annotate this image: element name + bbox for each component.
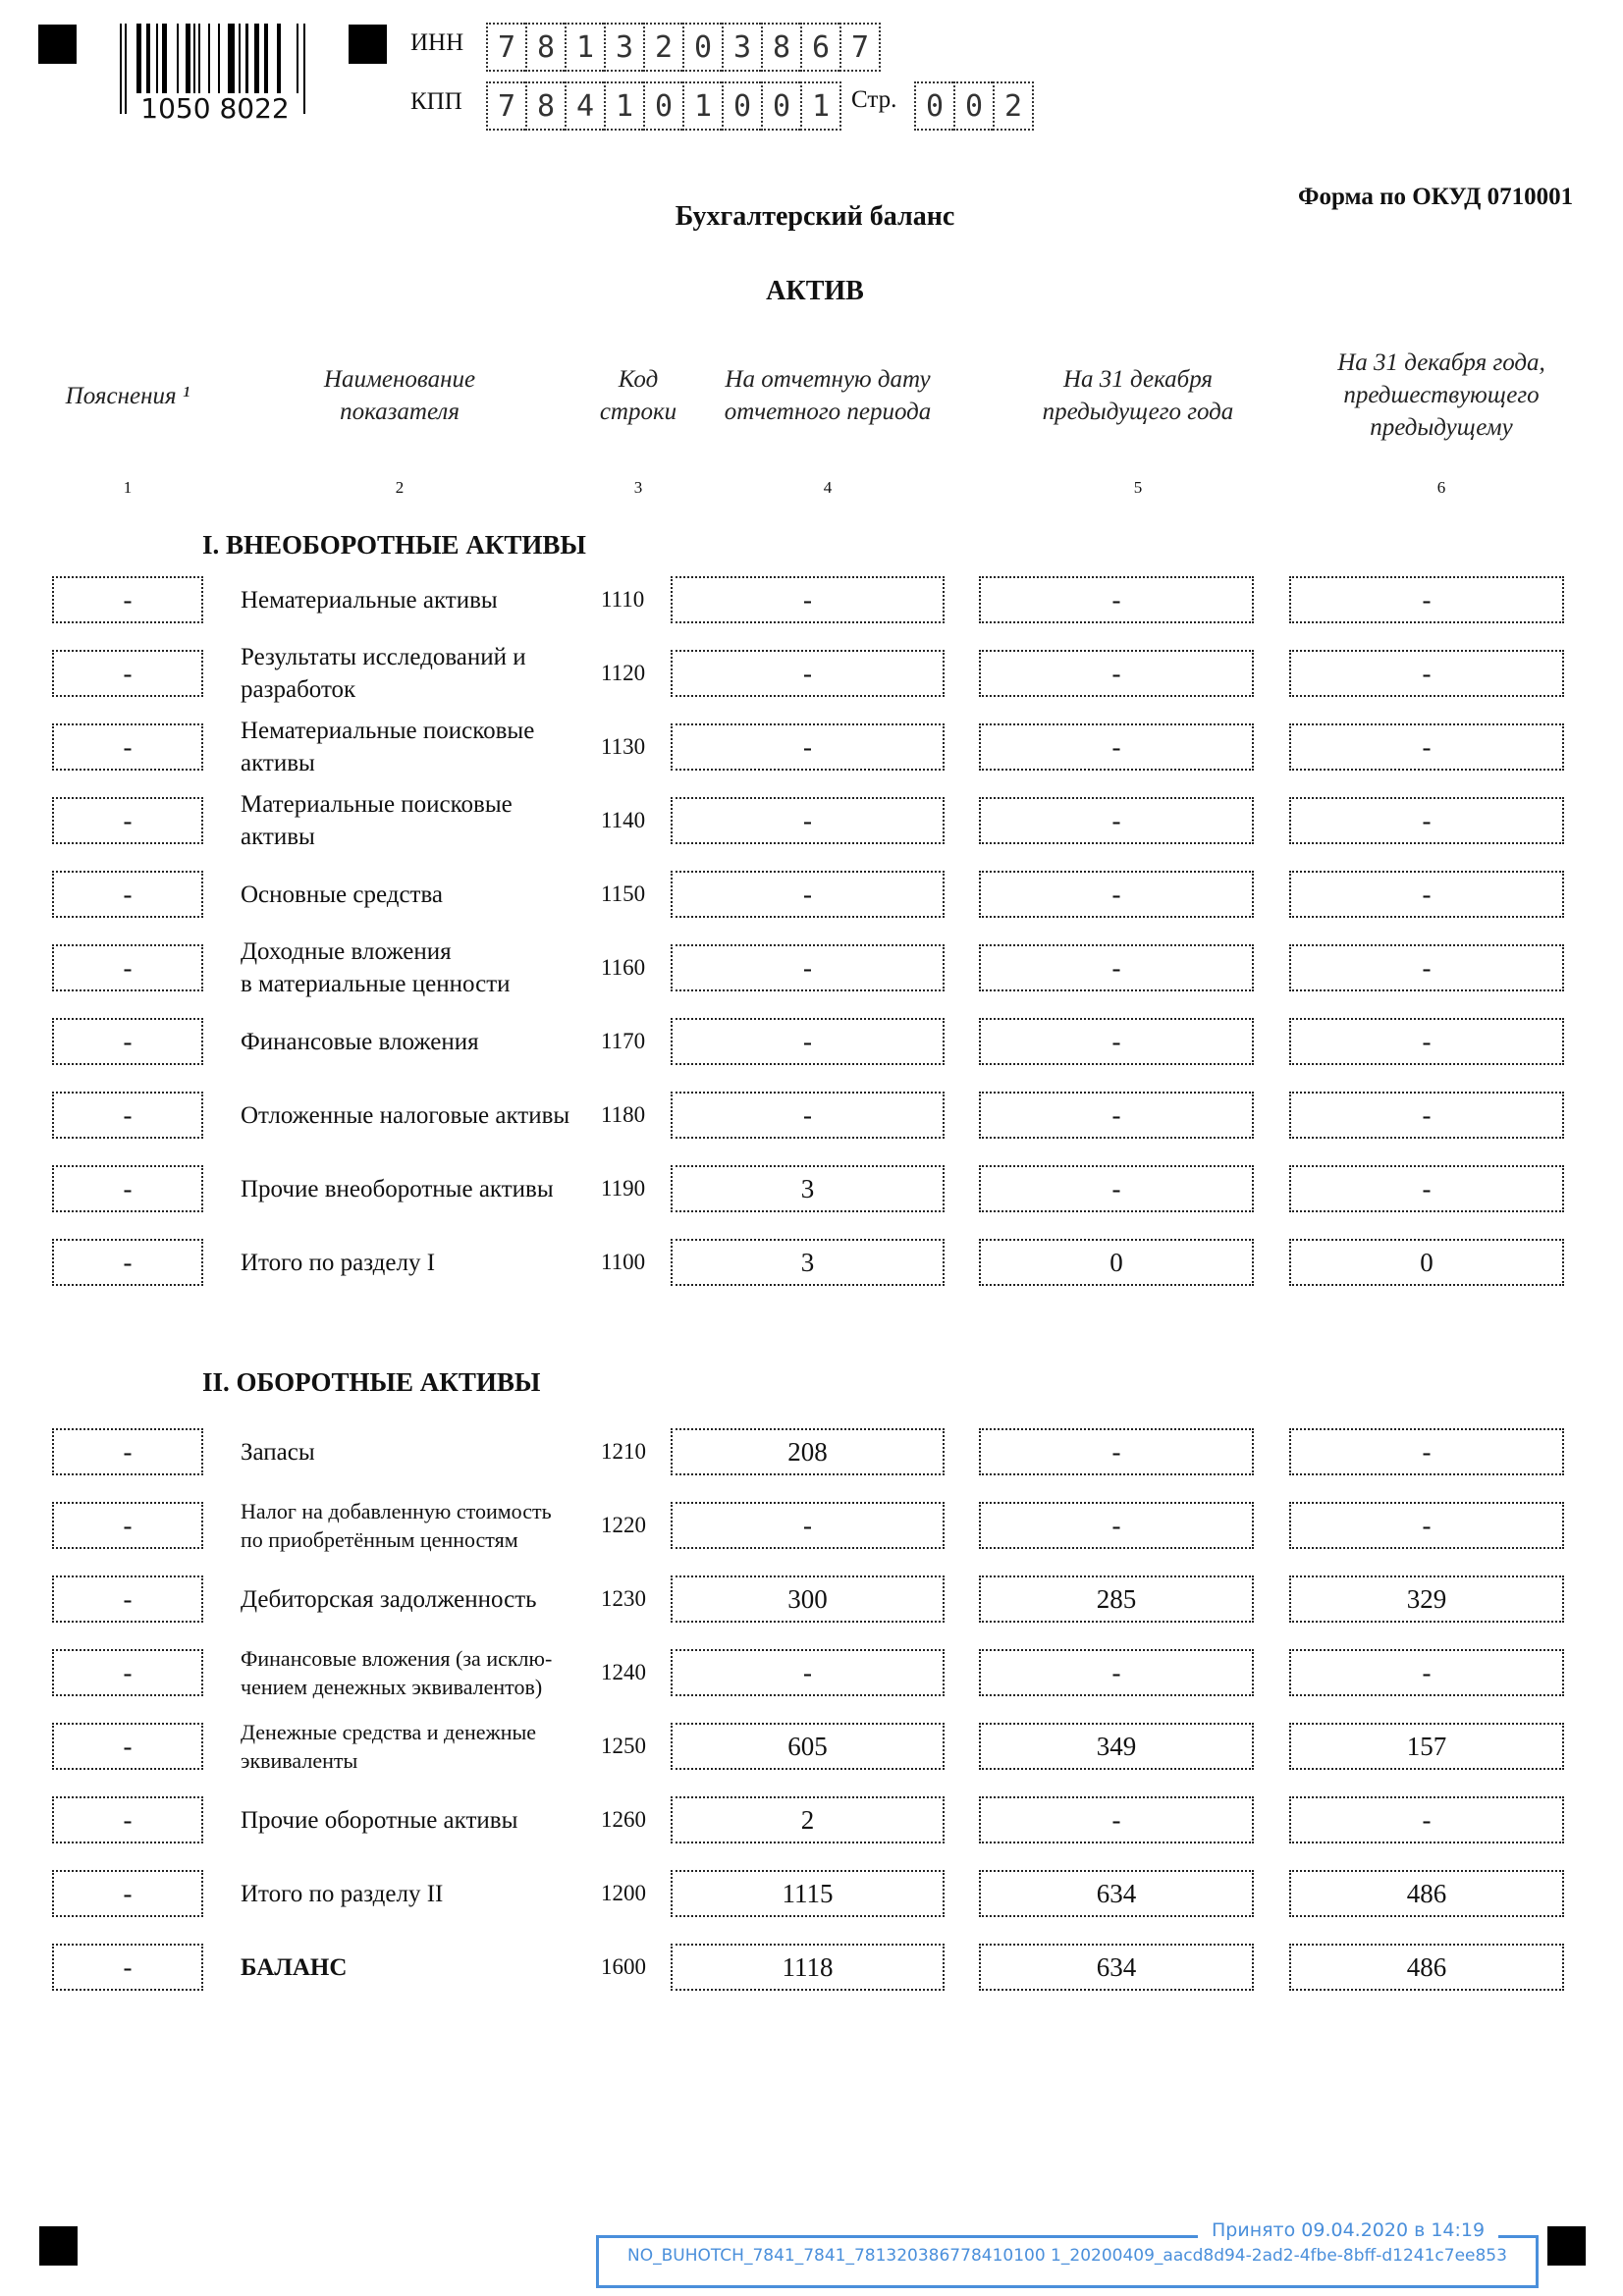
column-header-line: показателя [340, 399, 460, 425]
table-row [0, 938, 1623, 997]
note-field: - [52, 1428, 203, 1475]
indicator-name-line: в материальные ценности [241, 971, 511, 997]
value-previous-year: - [979, 1428, 1254, 1475]
line-code: 1600 [601, 1954, 646, 1979]
inn-digit-cell: 1 [565, 23, 604, 72]
inn-digit-cell: 3 [604, 23, 643, 72]
value-current-period: - [671, 723, 945, 771]
value-current-period: - [671, 797, 945, 844]
page-number-cells [914, 81, 1034, 131]
value-previous-year: - [979, 1018, 1254, 1065]
column-number-6: 6 [1436, 478, 1446, 497]
value-year-before-previous: 157 [1289, 1723, 1564, 1770]
line-code: 1170 [601, 1029, 646, 1053]
note-field: - [52, 1944, 203, 1991]
page-digit-cell: 0 [953, 81, 993, 131]
inn-digit-cell: 3 [722, 23, 761, 72]
indicator-name-line: Результаты исследований и [241, 644, 526, 670]
section-title: I. ВНЕОБОРОТНЫЕ АКТИВЫ [202, 530, 586, 560]
indicator-name-line: Дебиторская задолженность [241, 1585, 537, 1613]
column-header-line: отчетного периода [724, 399, 932, 425]
value-current-period: 3 [671, 1165, 945, 1212]
inn-digit-cell: 2 [643, 23, 682, 72]
indicator-name [241, 938, 604, 997]
note-field: - [52, 650, 203, 697]
value-year-before-previous: - [1289, 797, 1564, 844]
page-label: Стр. [851, 86, 897, 113]
value-current-period: 2 [671, 1796, 945, 1843]
indicator-name-line: Прочие внеоборотные активы [241, 1175, 554, 1202]
indicator-name [241, 1796, 604, 1843]
table-row [0, 1944, 1623, 1991]
indicator-name [241, 1239, 604, 1286]
column-header-line: Пояснения ¹ [65, 383, 190, 409]
value-year-before-previous: - [1289, 871, 1564, 918]
indicator-name-line: Финансовые вложения (за исклю- [241, 1646, 553, 1671]
indicator-name [241, 1499, 604, 1552]
indicator-name-line: БАЛАНС [241, 1953, 348, 1981]
table-row [0, 1428, 1623, 1475]
value-previous-year: 0 [979, 1239, 1254, 1286]
note-field: - [52, 723, 203, 771]
value-previous-year: 634 [979, 1870, 1254, 1917]
value-year-before-previous: - [1289, 1092, 1564, 1139]
kpp-cells [486, 81, 841, 131]
kpp-digit-cell: 0 [722, 81, 761, 131]
indicator-name [241, 871, 604, 918]
note-field: - [52, 1796, 203, 1843]
note-field: - [52, 576, 203, 623]
value-year-before-previous: - [1289, 576, 1564, 623]
indicator-name [241, 644, 604, 703]
note-field: - [52, 1239, 203, 1286]
line-code: 1100 [601, 1250, 646, 1274]
indicator-name [241, 1870, 604, 1917]
kpp-digit-cell: 1 [800, 81, 841, 131]
value-current-period: - [671, 650, 945, 697]
value-current-period: 208 [671, 1428, 945, 1475]
value-previous-year: 349 [979, 1723, 1254, 1770]
value-current-period: - [671, 1502, 945, 1549]
line-code: 1140 [601, 808, 646, 832]
line-code: 1120 [601, 661, 646, 685]
value-previous-year: - [979, 650, 1254, 697]
kpp-label: КПП [410, 88, 462, 115]
table-row [0, 1165, 1623, 1212]
indicator-name-line: активы [241, 824, 315, 850]
column-number-4: 4 [823, 478, 833, 497]
table-row [0, 1239, 1623, 1286]
kpp-digit-cell: 0 [643, 81, 682, 131]
corner-marker-bottom-right [1547, 2226, 1586, 2266]
table-row [0, 576, 1623, 623]
value-previous-year: - [979, 944, 1254, 991]
value-previous-year: 285 [979, 1575, 1254, 1623]
indicator-name-line: чением денежных эквивалентов) [241, 1675, 543, 1699]
column-number-3: 3 [633, 478, 643, 497]
line-code: 1240 [601, 1660, 646, 1684]
column-header-line: предыдущему [1370, 414, 1513, 441]
inn-digit-cell: 7 [839, 23, 881, 72]
line-code: 1260 [601, 1807, 646, 1832]
line-code: 1150 [601, 881, 646, 906]
indicator-name-line: эквиваленты [241, 1748, 358, 1773]
value-year-before-previous: - [1289, 1428, 1564, 1475]
kpp-digit-cell: 8 [525, 81, 565, 131]
value-year-before-previous: 486 [1289, 1944, 1564, 1991]
note-field: - [52, 871, 203, 918]
value-current-period: - [671, 576, 945, 623]
value-year-before-previous: - [1289, 944, 1564, 991]
column-header-line: На отчетную дату [725, 366, 931, 393]
kpp-digit-cell: 7 [486, 81, 525, 131]
indicator-name-line: Налог на добавленную стоимость [241, 1499, 552, 1523]
value-current-period: - [671, 1092, 945, 1139]
column-header-line: На 31 декабря [1062, 366, 1214, 393]
column-header-2 [272, 363, 527, 428]
indicator-name-line: Отложенные налоговые активы [241, 1101, 570, 1129]
value-year-before-previous: - [1289, 1018, 1564, 1065]
column-header-line: Наименование [323, 366, 476, 393]
value-current-period: 3 [671, 1239, 945, 1286]
table-row [0, 1018, 1623, 1065]
value-year-before-previous: - [1289, 723, 1564, 771]
indicator-name [241, 576, 604, 623]
indicator-name-line: Денежные средства и денежные [241, 1720, 537, 1744]
value-previous-year: - [979, 1092, 1254, 1139]
note-field: - [52, 1575, 203, 1623]
inn-digit-cell: 6 [800, 23, 839, 72]
value-previous-year: - [979, 1165, 1254, 1212]
inn-digit-cell: 0 [682, 23, 722, 72]
column-header-line: строки [599, 399, 677, 425]
column-header-5 [996, 363, 1280, 428]
indicator-name [241, 1165, 604, 1212]
column-header-4 [685, 363, 970, 428]
kpp-digit-cell: 1 [604, 81, 643, 131]
kpp-digit-cell: 0 [761, 81, 800, 131]
value-year-before-previous: 486 [1289, 1870, 1564, 1917]
indicator-name [241, 1944, 604, 1991]
inn-digit-cell: 8 [525, 23, 565, 72]
section-title: II. ОБОРОТНЫЕ АКТИВЫ [202, 1367, 541, 1397]
value-year-before-previous: - [1289, 650, 1564, 697]
column-header-line: предыдущего года [1042, 399, 1234, 425]
indicator-name-line: Финансовые вложения [241, 1028, 479, 1055]
column-number-2: 2 [395, 478, 405, 497]
note-field: - [52, 1870, 203, 1917]
column-number-1: 1 [123, 478, 133, 497]
indicator-name-line: Нематериальные поисковые [241, 718, 535, 744]
column-header-line: Код [618, 366, 659, 393]
note-field: - [52, 944, 203, 991]
value-current-period: - [671, 1018, 945, 1065]
indicator-name-line: Запасы [241, 1438, 315, 1466]
indicator-name-line: Доходные вложения [241, 938, 452, 965]
value-year-before-previous: - [1289, 1165, 1564, 1212]
column-header-line: предшествующего [1343, 382, 1540, 408]
column-header-1 [29, 380, 226, 412]
column-header-line: На 31 декабря года, [1337, 349, 1545, 376]
stamp-filename: NO_BUHOTCH_7841_7841_781320386778410100 1_20200409_aacd8d94-2ad2-4fbe-8bff-d1241c7ee853 [627, 2246, 1507, 2266]
value-previous-year: - [979, 1796, 1254, 1843]
value-current-period: 1115 [671, 1870, 945, 1917]
line-code: 1220 [601, 1513, 646, 1537]
indicator-name [241, 1720, 604, 1773]
value-current-period: 605 [671, 1723, 945, 1770]
line-code: 1160 [601, 955, 646, 980]
indicator-name-line: Итого по разделу II [241, 1880, 444, 1907]
table-row [0, 791, 1623, 850]
table-row [0, 1646, 1623, 1699]
note-field: - [52, 1502, 203, 1549]
line-code: 1200 [601, 1881, 646, 1905]
value-current-period: - [671, 944, 945, 991]
table-row [0, 1720, 1623, 1773]
line-code: 1190 [601, 1176, 646, 1201]
table-row [0, 1092, 1623, 1139]
indicator-name [241, 1646, 604, 1699]
indicator-name-line: активы [241, 750, 315, 776]
value-current-period: - [671, 871, 945, 918]
line-code: 1250 [601, 1734, 646, 1758]
column-header-6 [1294, 347, 1589, 444]
kpp-digit-cell: 4 [565, 81, 604, 131]
note-field: - [52, 1723, 203, 1770]
value-year-before-previous: 329 [1289, 1575, 1564, 1623]
indicator-name [241, 1018, 604, 1065]
value-year-before-previous: - [1289, 1649, 1564, 1696]
table-row [0, 1870, 1623, 1917]
form-code: Форма по ОКУД 0710001 [1298, 184, 1574, 210]
inn-digit-cell: 7 [486, 23, 525, 72]
indicator-name [241, 1092, 604, 1139]
column-header-3 [589, 363, 687, 428]
value-year-before-previous: - [1289, 1502, 1564, 1549]
value-current-period: 300 [671, 1575, 945, 1623]
page-digit-cell: 2 [993, 81, 1034, 131]
value-current-period: - [671, 1649, 945, 1696]
table-row [0, 1796, 1623, 1843]
note-field: - [52, 1165, 203, 1212]
stamp-accepted-date: Принято 09.04.2020 в 14:19 [1198, 2219, 1498, 2241]
indicator-name-line: Материальные поисковые [241, 791, 513, 818]
note-field: - [52, 1649, 203, 1696]
line-code: 1180 [601, 1102, 646, 1127]
indicator-name [241, 1575, 604, 1623]
column-number-5: 5 [1133, 478, 1143, 497]
indicator-name-line: Итого по разделу I [241, 1249, 436, 1276]
page-digit-cell: 0 [914, 81, 953, 131]
indicator-name-line: по приобретённым ценностям [241, 1527, 518, 1552]
indicator-name-line: Нематериальные активы [241, 586, 498, 614]
indicator-name-line: Прочие оборотные активы [241, 1806, 518, 1834]
note-field: - [52, 797, 203, 844]
value-year-before-previous: - [1289, 1796, 1564, 1843]
inn-digit-cell: 8 [761, 23, 800, 72]
page-title: Бухгалтерский баланс [675, 201, 955, 232]
value-current-period: 1118 [671, 1944, 945, 1991]
barcode-number: 1050 8022 [132, 93, 298, 125]
value-previous-year: - [979, 576, 1254, 623]
corner-marker-top-center [349, 25, 387, 64]
indicator-name-line: разработок [241, 676, 356, 703]
table-row [0, 871, 1623, 918]
value-previous-year: 634 [979, 1944, 1254, 1991]
section-heading-assets: АКТИВ [766, 276, 864, 306]
line-code: 1130 [601, 734, 646, 759]
line-code: 1210 [601, 1439, 646, 1464]
value-previous-year: - [979, 1649, 1254, 1696]
value-previous-year: - [979, 1502, 1254, 1549]
indicator-name [241, 791, 604, 850]
table-row [0, 718, 1623, 776]
line-code: 1110 [601, 587, 645, 612]
indicator-name-line: Основные средства [241, 881, 444, 908]
corner-marker-bottom-left [39, 2226, 78, 2266]
value-previous-year: - [979, 797, 1254, 844]
note-field: - [52, 1092, 203, 1139]
value-year-before-previous: 0 [1289, 1239, 1564, 1286]
table-row [0, 1575, 1623, 1623]
line-code: 1230 [601, 1586, 646, 1611]
indicator-name [241, 718, 604, 776]
corner-marker-top-left [38, 25, 77, 64]
note-field: - [52, 1018, 203, 1065]
inn-cells [486, 23, 881, 72]
kpp-digit-cell: 1 [682, 81, 722, 131]
value-previous-year: - [979, 723, 1254, 771]
indicator-name [241, 1428, 604, 1475]
table-row [0, 644, 1623, 703]
inn-label: ИНН [410, 29, 464, 56]
value-previous-year: - [979, 871, 1254, 918]
table-row [0, 1499, 1623, 1552]
